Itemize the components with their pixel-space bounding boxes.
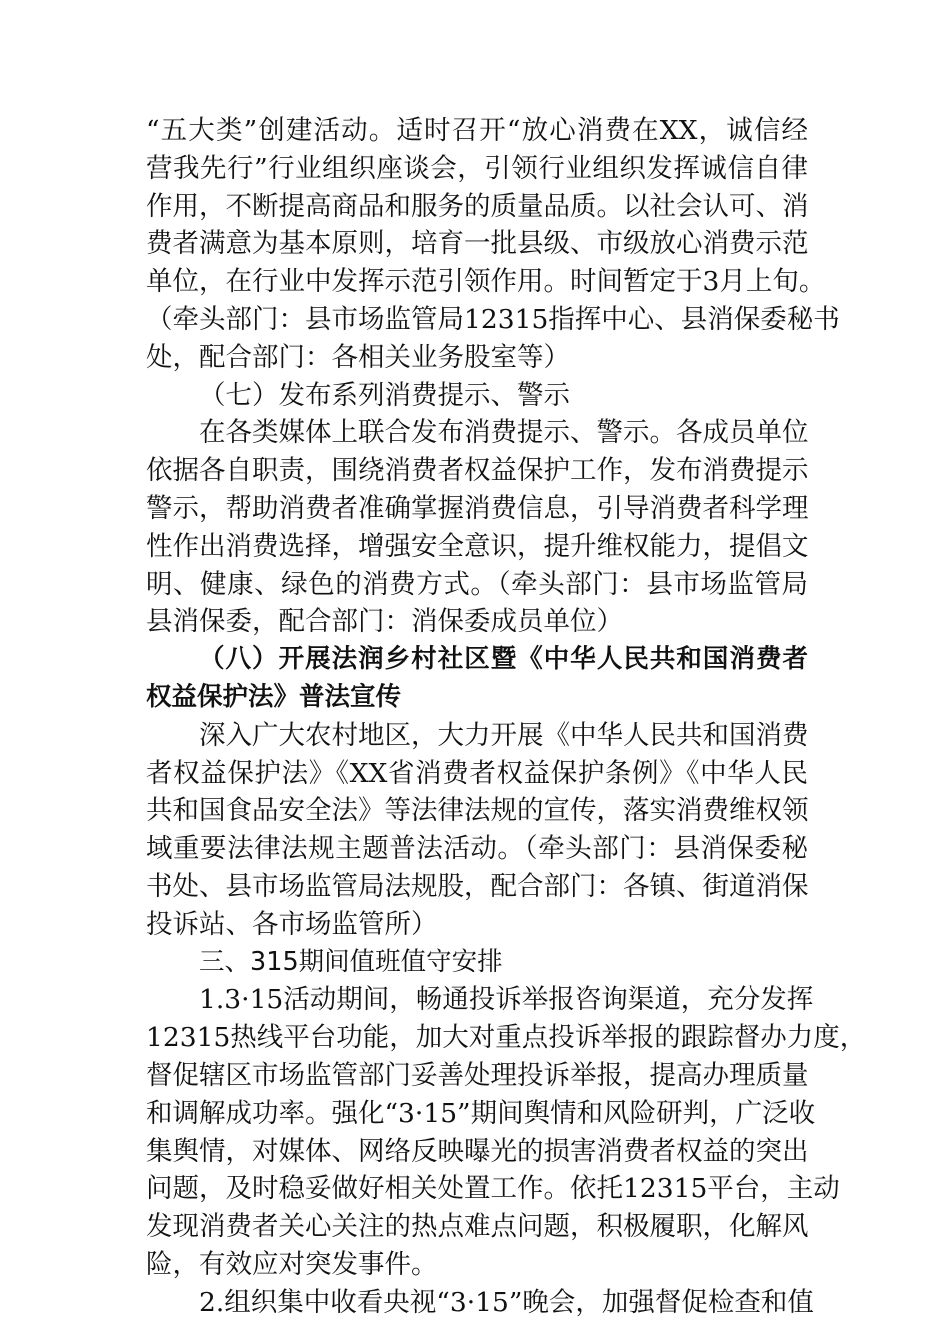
- body-text-line: 险，有效应对突发事件。: [146, 1248, 438, 1280]
- body-text-line: 营我先行”行业组织座谈会，引领行业组织发挥诚信自律: [146, 152, 808, 184]
- body-text-line: 明、健康、绿色的消费方式。（牵头部门：县市场监管局: [146, 568, 808, 600]
- body-text-line: 在各类媒体上联合发布消费提示、警示。各成员单位: [199, 417, 809, 449]
- body-text-line: 问题，及时稳妥做好相关处置工作。依托12315平台，主动: [146, 1173, 840, 1205]
- body-text-line: 1.3·15活动期间，畅通投诉举报咨询渠道，充分发挥: [199, 984, 814, 1016]
- body-text-line: 共和国食品安全法》等法律法规的宣传，落实消费维权领: [146, 795, 809, 827]
- section-heading-8-continued: 权益保护法》普法宣传: [146, 681, 402, 712]
- body-text-line: 单位，在行业中发挥示范引领作用。时间暂定于3月上旬。: [146, 266, 826, 298]
- body-text-line: 处，配合部门：各相关业务股室等）: [146, 341, 570, 373]
- body-text-line: 者权益保护法》《XX省消费者权益保护条例》《中华人民: [146, 757, 808, 789]
- body-text-line: 深入广大农村地区，大力开展《中华人民共和国消费: [199, 719, 809, 751]
- body-text-line: 依据各自职责，围绕消费者权益保护工作，发布消费提示: [146, 455, 809, 487]
- section-heading-3: 三、315期间值班值守安排: [199, 946, 503, 977]
- body-text-line: 发现消费者关心关注的热点难点问题，积极履职，化解风: [146, 1211, 809, 1243]
- document-page: [146, 112, 867, 1322]
- body-text-line: 和调解成功率。强化“3·15”期间舆情和风险研判，广泛收: [146, 1097, 816, 1129]
- body-text-line: 县消保委，配合部门：消保委成员单位）: [146, 606, 623, 638]
- body-text-line: 集舆情，对媒体、网络反映曝光的损害消费者权益的突出: [146, 1135, 809, 1167]
- body-text-line: 投诉站、各市场监管所）: [146, 908, 438, 940]
- body-text-line: 作用，不断提高商品和服务的质量品质。以社会认可、消: [146, 190, 809, 222]
- body-text-line: 性作出消费选择，增强安全意识，提升维权能力，提倡文: [146, 530, 809, 562]
- body-text-line: 费者满意为基本原则，培育一批县级、市级放心消费示范: [146, 228, 809, 260]
- section-heading-7: （七）发布系列消费提示、警示: [199, 379, 570, 411]
- body-text-line: “五大类”创建活动。适时召开“放心消费在XX，诚信经: [146, 115, 808, 146]
- body-text-line: 督促辖区市场监管部门妥善处理投诉举报，提高办理质量: [146, 1059, 809, 1091]
- body-text-line: 书处、县市场监管局法规股，配合部门：各镇、街道消保: [146, 870, 809, 902]
- body-text-line: 警示，帮助消费者准确掌握消费信息，引导消费者科学理: [146, 492, 809, 524]
- body-text-line: 12315热线平台功能，加大对重点投诉举报的跟踪督办力度，: [146, 1022, 867, 1054]
- section-heading-8: （八）开展法润乡村社区暨《中华人民共和国消费者: [199, 644, 808, 675]
- body-text-line: 2.组织集中收看央视“3·15”晚会，加强督促检查和值: [199, 1286, 814, 1318]
- body-text-line: 域重要法律法规主题普法活动。（牵头部门：县消保委秘: [146, 833, 808, 865]
- body-text-line: （牵头部门：县市场监管局12315指挥中心、县消保委秘书: [146, 303, 840, 335]
